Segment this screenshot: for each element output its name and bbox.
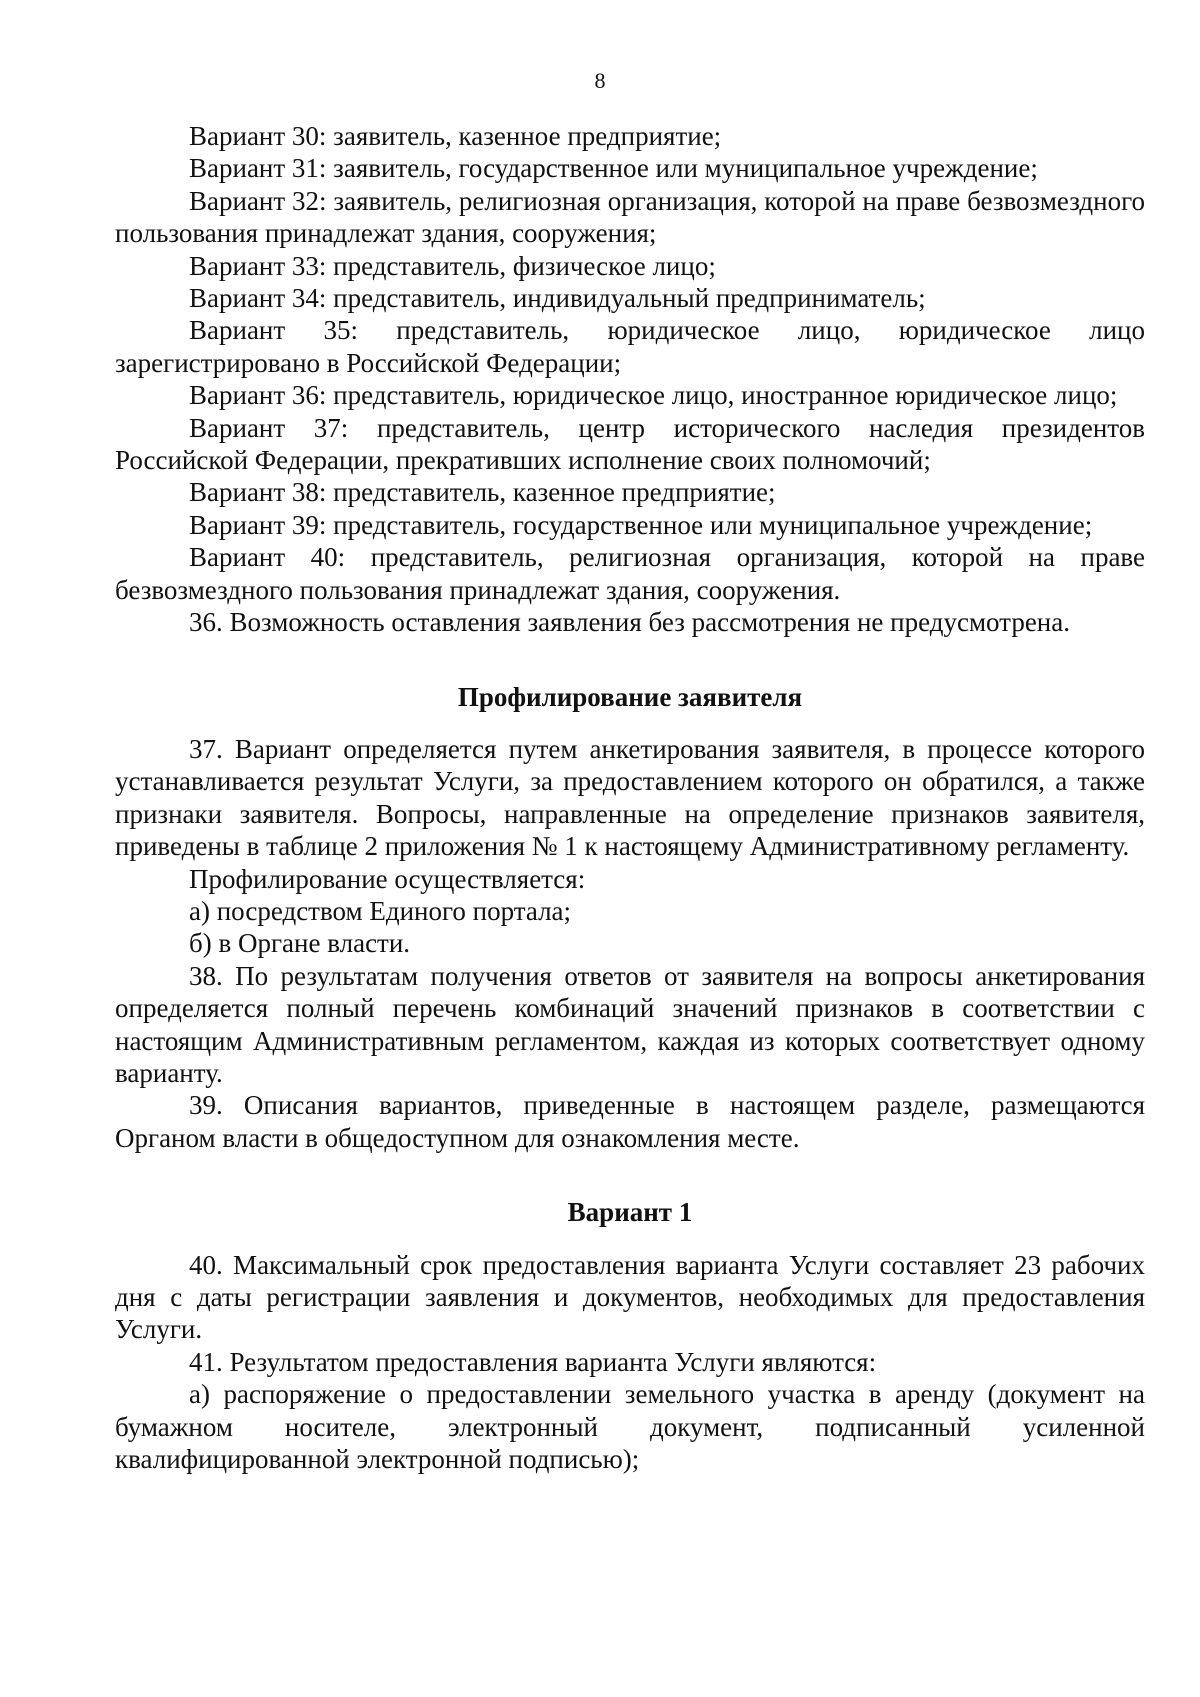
document-body bbox=[115, 120, 1145, 1475]
section-heading-variant-1: Вариант 1 bbox=[567, 1197, 693, 1228]
variant-36: Вариант 36: представитель, юридическое лицо, иностранное юридическое лицо; bbox=[189, 380, 1118, 411]
variant-33: Вариант 33: представитель, физическое лицо; bbox=[189, 250, 716, 281]
variant-35: Вариант 35: представитель, юридическое лицо, юридическое лицо зарегистрировано в Российской Федерации; bbox=[115, 315, 1145, 378]
variant-40: Вариант 40: представитель, религиозная организация, которой на праве безвозмездного пользования принадлежат здания, сооружения. bbox=[115, 542, 1145, 605]
variant-34: Вариант 34: представитель, индивидуальный предприниматель; bbox=[189, 283, 926, 314]
paragraph-41: 41. Результатом предоставления варианта Услуги являются: bbox=[189, 1346, 877, 1377]
variant-39: Вариант 39: представитель, государственное или муниципальное учреждение; bbox=[189, 509, 1093, 540]
paragraph-36: 36. Возможность оставления заявления без рассмотрения не предусмотрена. bbox=[189, 607, 1070, 638]
spacer bbox=[115, 713, 1145, 733]
variant-31: Вариант 31: заявитель, государственное или муниципальное учреждение; bbox=[189, 153, 1038, 184]
paragraph-41-a: а) распоряжение о предоставлении земельного участка в аренду (документ на бумажном носителе, электронный документ, подписанный усиленной квалифицированной электронной подписью); bbox=[115, 1379, 1145, 1475]
profiling-item-b: б) в Органе власти. bbox=[189, 928, 411, 959]
variant-37: Вариант 37: представитель, центр исторического наследия президентов Российской Федерации, прекративших исполнение своих полномочий; bbox=[115, 412, 1145, 476]
spacer bbox=[115, 639, 1145, 681]
variant-38: Вариант 38: представитель, казенное предприятие; bbox=[189, 477, 776, 508]
paragraph-39: 39. Описания вариантов, приведенные в настоящем разделе, размещаются Органом власти в общедоступном для ознакомления месте. bbox=[115, 1090, 1145, 1153]
paragraph-40: 40. Максимальный срок предоставления варианта Услуги составляет 23 рабочих дня с даты регистрации заявления и документов, необходимых для предоставления Услуги. bbox=[115, 1249, 1145, 1345]
section-heading-profiling: Профилирование заявителя bbox=[457, 681, 803, 712]
spacer bbox=[115, 1229, 1145, 1249]
variant-32: Вариант 32: заявитель, религиозная организация, которой на праве безвозмездного пользования принадлежат здания, сооружения; bbox=[115, 185, 1145, 249]
profiling-item-a: а) посредством Единого портала; bbox=[189, 895, 572, 926]
variant-30: Вариант 30: заявитель, казенное предприятие; bbox=[189, 121, 722, 151]
paragraph-37: 37. Вариант определяется путем анкетирования заявителя, в процессе которого устанавливается результат Услуги, за предоставлением которого он обратился, а также признаки заявителя. Вопросы, направленные на определение признаков заявителя, приведены в таблице 2 приложения № 1 к настоящему Административному регламенту. bbox=[115, 733, 1145, 862]
page-number: 8 bbox=[594, 68, 606, 93]
profiling-intro: Профилирование осуществляется: bbox=[189, 863, 586, 894]
paragraph-38: 38. По результатам получения ответов от заявителя на вопросы анкетирования определяется полный перечень комбинаций значений признаков в соответствии с настоящим Административным регламентом, каждая из которых соответствует одному варианту. bbox=[115, 960, 1145, 1088]
spacer bbox=[115, 1154, 1145, 1196]
